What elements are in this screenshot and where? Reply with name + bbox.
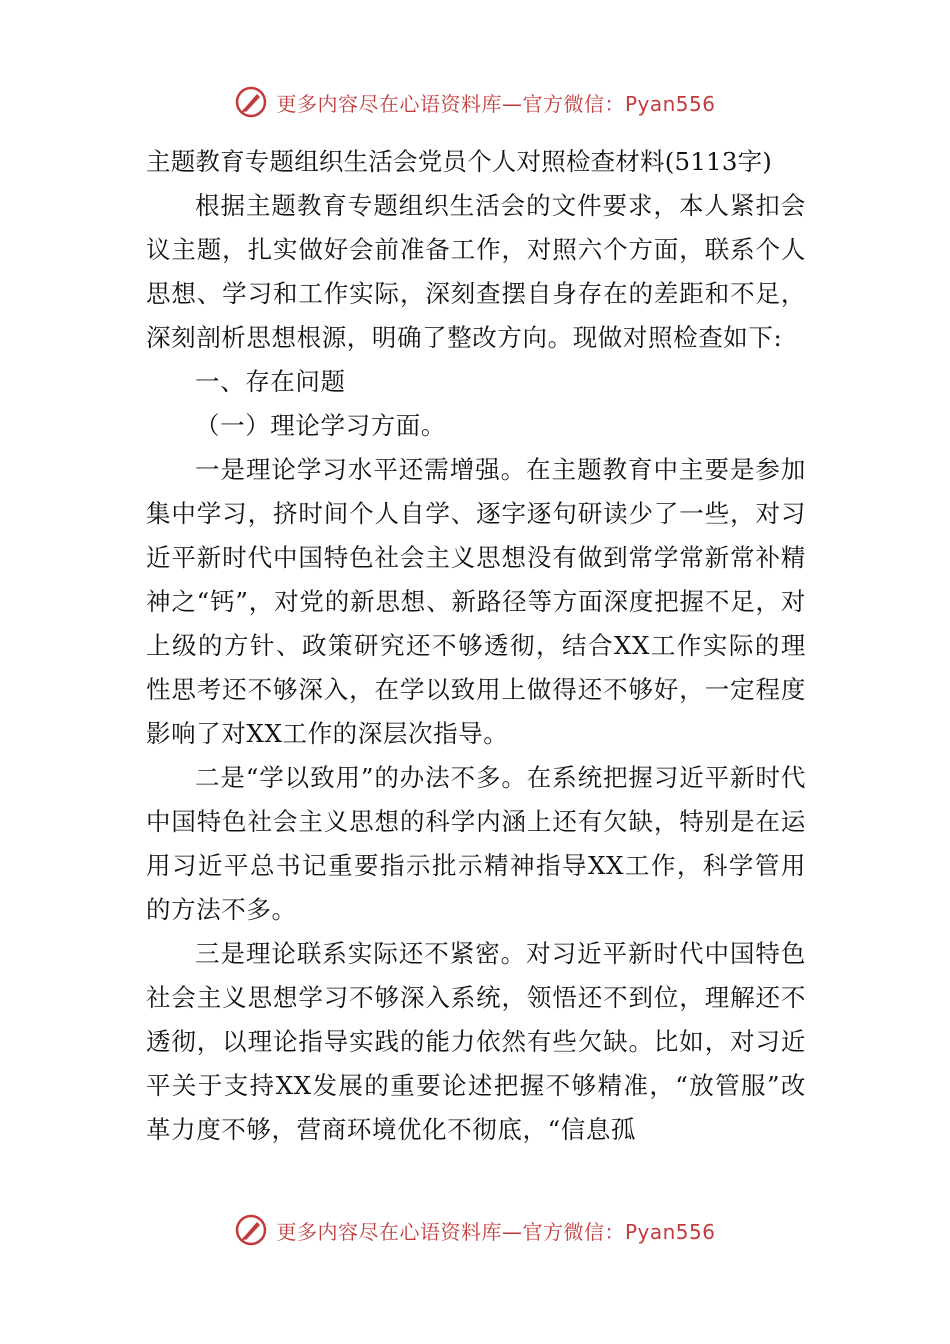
section-heading: 一、存在问题 bbox=[195, 367, 346, 396]
watermark-header bbox=[0, 82, 950, 122]
paragraph-point-2: 二是“学以致用”的办法不多。在系统把握习近平新时代中国特色社会主义思想的科学内涵上还有欠缺，特别是在运用习近平总书记重要指示批示精神指导XX工作，科学管用的方法不多。 bbox=[146, 763, 806, 924]
subsection-heading: （一）理论学习方面。 bbox=[195, 411, 446, 440]
quill-logo-icon bbox=[234, 1213, 268, 1247]
paragraph-intro: 根据主题教育专题组织生活会的文件要求，本人紧扣会议主题，扎实做好会前准备工作，对照六个方面，联系个人思想、学习和工作实际，深刻查摆自身存在的差距和不足，深刻剖析思想根源，明确了整改方向。现做对照检查如下: bbox=[146, 191, 806, 352]
quill-logo-icon bbox=[234, 85, 268, 119]
watermark-text: 更多内容尽在心语资料库—官方微信：Pyan556 bbox=[276, 91, 716, 116]
watermark-footer bbox=[0, 1210, 950, 1250]
paragraph-point-1: 一是理论学习水平还需增强。在主题教育中主要是参加集中学习，挤时间个人自学、逐字逐句研读少了一些，对习近平新时代中国特色社会主义思想没有做到常学常新常补精神之“钙”，对党的新思想、新路径等方面深度把握不足，对上级的方针、政策研究还不够透彻，结合XX工作实际的理性思考还不够深入，在学以致用上做得还不够好，一定程度影响了对XX工作的深层次指导。 bbox=[146, 455, 806, 748]
document-title: 主题教育专题组织生活会党员个人对照检查材料(5113字) bbox=[146, 147, 773, 176]
paragraph-point-3: 三是理论联系实际还不紧密。对习近平新时代中国特色社会主义思想学习不够深入系统，领悟还不到位，理解还不透彻，以理论指导实践的能力依然有些欠缺。比如，对习近平关于支持XX发展的重要论述把握不够精准，“放管服”改革力度不够，营商环境优化不彻底，“信息孤 bbox=[146, 939, 806, 1144]
document-body bbox=[146, 140, 806, 1152]
watermark-text: 更多内容尽在心语资料库—官方微信：Pyan556 bbox=[276, 1219, 716, 1244]
